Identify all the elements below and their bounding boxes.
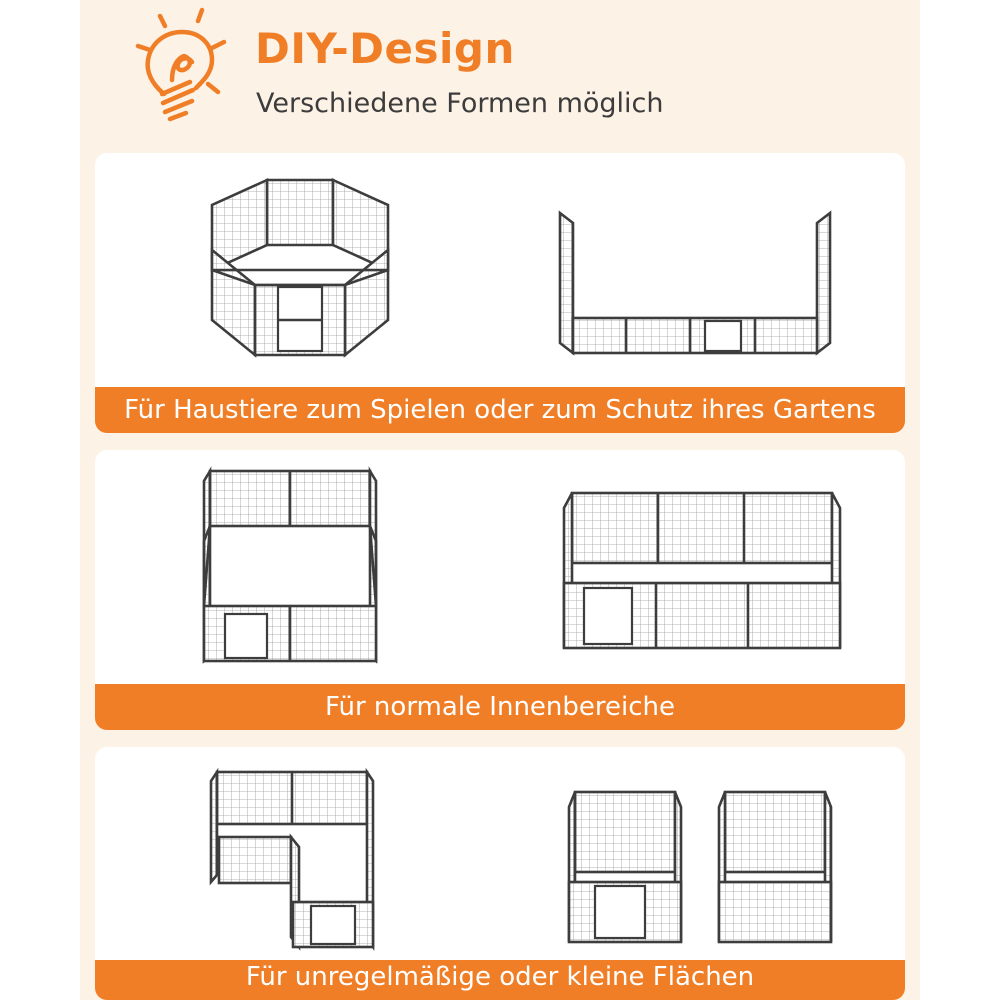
section-card-pets <box>95 153 905 433</box>
lightbulb-icon <box>132 6 240 122</box>
l-shape-fence-icon <box>207 767 377 952</box>
rectangle-fence-icon <box>560 488 845 653</box>
section-card-irregular <box>95 747 905 1000</box>
square-fence-icon <box>200 466 380 666</box>
section-caption: Für unregelmäßige oder kleine Flächen <box>95 960 905 1000</box>
section-caption: Für Haustiere zum Spielen oder zum Schutz ihres Gartens <box>95 387 905 433</box>
u-shape-fence-icon <box>555 208 835 358</box>
page-title: DIY-Design <box>255 24 515 73</box>
octagon-fence-icon <box>200 175 400 360</box>
page-subtitle: Verschiedene Formen möglich <box>256 88 664 119</box>
double-small-fence-icon <box>565 787 835 947</box>
section-card-indoor <box>95 450 905 730</box>
section-caption: Für normale Innenbereiche <box>95 684 905 730</box>
